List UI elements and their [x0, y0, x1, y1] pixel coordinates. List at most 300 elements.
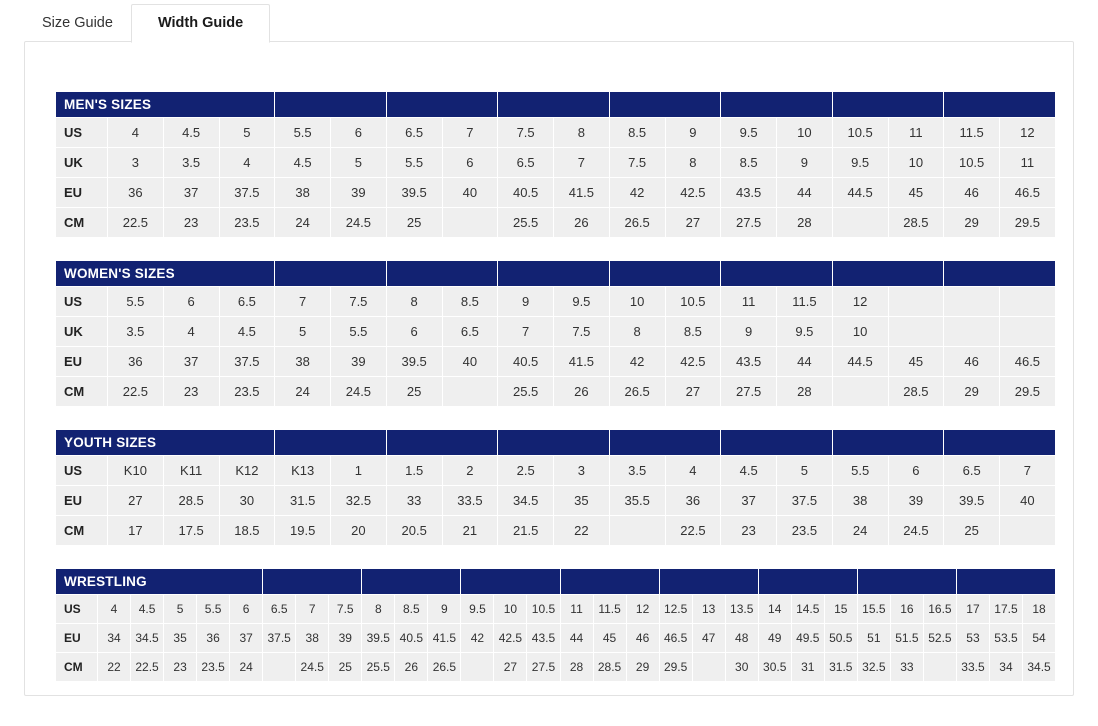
size-cell: 9.5: [554, 287, 610, 317]
size-cell: 23.5: [197, 653, 230, 682]
size-cell: 5: [164, 595, 197, 624]
size-cell: 37.5: [777, 486, 833, 516]
table-title-filler: [362, 569, 461, 595]
size-cell: 4.5: [163, 118, 219, 148]
size-cell: [888, 287, 944, 317]
size-cell: 5: [219, 118, 275, 148]
size-cell: 35: [164, 624, 197, 653]
table-row: [56, 456, 1056, 486]
size-cell: 36: [108, 347, 164, 377]
size-cell: 21.5: [498, 516, 554, 546]
table-title-filler: [721, 430, 833, 456]
size-cell: 23: [163, 377, 219, 407]
size-cell: 25: [329, 653, 362, 682]
size-cell: 32.5: [857, 653, 890, 682]
size-cell: 5.5: [108, 287, 164, 317]
size-cell: [461, 653, 494, 682]
size-cell: [442, 377, 498, 407]
size-cell: 37: [721, 486, 777, 516]
size-cell: 51: [857, 624, 890, 653]
row-label: UK: [56, 317, 108, 347]
size-cell: 9.5: [721, 118, 777, 148]
size-cell: K13: [275, 456, 331, 486]
size-cell: 10.5: [832, 118, 888, 148]
size-cell: 9.5: [777, 317, 833, 347]
tab-bar: [24, 0, 270, 42]
size-cell: [692, 653, 725, 682]
size-cell: 18: [1023, 595, 1056, 624]
size-cell: 26: [554, 208, 610, 238]
table-row: [56, 317, 1056, 347]
size-cell: 44.5: [832, 178, 888, 208]
table-title-filler: [832, 92, 944, 118]
row-label: UK: [56, 148, 108, 178]
size-cell: 39.5: [386, 178, 442, 208]
size-cell: 35.5: [609, 486, 665, 516]
size-cell: 26: [395, 653, 428, 682]
size-cell: 34.5: [498, 486, 554, 516]
size-cell: 5.5: [832, 456, 888, 486]
size-cell: 19.5: [275, 516, 331, 546]
table-title-filler: [386, 430, 498, 456]
size-cell: [1000, 516, 1056, 546]
size-cell: [609, 516, 665, 546]
size-cell: 46.5: [659, 624, 692, 653]
size-cell: 40.5: [498, 178, 554, 208]
size-cell: 8.5: [442, 287, 498, 317]
size-cell: 39: [331, 347, 387, 377]
size-cell: 27: [494, 653, 527, 682]
size-cell: 9: [428, 595, 461, 624]
size-cell: 22.5: [131, 653, 164, 682]
table-title-filler: [832, 261, 944, 287]
size-cell: 42: [609, 178, 665, 208]
table-title-filler: [386, 261, 498, 287]
size-cell: 26.5: [428, 653, 461, 682]
size-cell: 10.5: [527, 595, 560, 624]
size-cell: [832, 208, 888, 238]
size-cell: 6: [386, 317, 442, 347]
size-cell: 11: [721, 287, 777, 317]
size-cell: 25.5: [498, 377, 554, 407]
table-row: [56, 653, 1056, 682]
size-cell: 54: [1023, 624, 1056, 653]
size-cell: 49.5: [791, 624, 824, 653]
tab-size-guide[interactable]: Size Guide: [24, 5, 131, 43]
table-title-filler: [832, 430, 944, 456]
size-cell: 44: [777, 178, 833, 208]
size-cell: 35: [554, 486, 610, 516]
size-cell: 7: [554, 148, 610, 178]
size-cell: 32.5: [331, 486, 387, 516]
size-cell: 27.5: [721, 377, 777, 407]
size-cell: 12.5: [659, 595, 692, 624]
size-cell: 11: [560, 595, 593, 624]
size-cell: 46.5: [1000, 347, 1056, 377]
size-cell: 4: [219, 148, 275, 178]
size-cell: 3.5: [108, 317, 164, 347]
size-cell: 24.5: [888, 516, 944, 546]
table-row: [56, 516, 1056, 546]
size-cell: 15: [824, 595, 857, 624]
size-cell: 4.5: [219, 317, 275, 347]
size-cell: [263, 653, 296, 682]
table-title-filler: [609, 430, 721, 456]
table-title-filler: [498, 430, 610, 456]
size-cell: 41.5: [554, 178, 610, 208]
size-cell: [442, 208, 498, 238]
size-cell: 39: [331, 178, 387, 208]
row-label: EU: [56, 486, 108, 516]
size-cell: 8: [609, 317, 665, 347]
size-cell: 9: [665, 118, 721, 148]
size-table: [55, 429, 1056, 546]
table-title-filler: [275, 261, 387, 287]
table-row: [56, 486, 1056, 516]
size-cell: 7: [1000, 456, 1056, 486]
size-cell: 10: [888, 148, 944, 178]
size-cell: 38: [296, 624, 329, 653]
size-cell: 24: [275, 377, 331, 407]
table-row: [56, 377, 1056, 407]
size-cell: 22.5: [665, 516, 721, 546]
size-table: [55, 91, 1056, 238]
size-cell: 7.5: [609, 148, 665, 178]
size-cell: 9: [498, 287, 554, 317]
table-title-filler: [944, 430, 1056, 456]
size-cell: 6.5: [442, 317, 498, 347]
size-cell: 17.5: [163, 516, 219, 546]
table-title-filler: [560, 569, 659, 595]
size-cell: 27.5: [721, 208, 777, 238]
size-cell: 40: [1000, 486, 1056, 516]
size-cell: 7.5: [554, 317, 610, 347]
size-cell: 21: [442, 516, 498, 546]
size-cell: 6: [442, 148, 498, 178]
size-cell: 36: [665, 486, 721, 516]
table-title: WRESTLING: [56, 569, 263, 595]
table-title-row: [56, 261, 1056, 287]
size-cell: 44.5: [832, 347, 888, 377]
size-cell: 7: [498, 317, 554, 347]
size-cell: 47: [692, 624, 725, 653]
size-cell: 43.5: [721, 347, 777, 377]
size-cell: 15.5: [857, 595, 890, 624]
size-cell: 8.5: [721, 148, 777, 178]
size-cell: 23.5: [777, 516, 833, 546]
table-title-filler: [275, 430, 387, 456]
size-cell: 16.5: [923, 595, 956, 624]
size-cell: 20: [331, 516, 387, 546]
size-cell: 7: [296, 595, 329, 624]
table-title-filler: [944, 92, 1056, 118]
size-cell: 34: [98, 624, 131, 653]
size-cell: 25: [386, 377, 442, 407]
size-cell: 4.5: [721, 456, 777, 486]
size-cell: 37: [163, 347, 219, 377]
size-cell: [888, 317, 944, 347]
size-cell: 10: [832, 317, 888, 347]
size-cell: 28: [560, 653, 593, 682]
size-cell: 25: [944, 516, 1000, 546]
size-cell: 5.5: [331, 317, 387, 347]
size-cell: 40.5: [395, 624, 428, 653]
size-cell: 8.5: [665, 317, 721, 347]
size-cell: 42.5: [665, 178, 721, 208]
size-cell: 46: [626, 624, 659, 653]
table-row: [56, 178, 1056, 208]
size-cell: 11.5: [944, 118, 1000, 148]
size-cell: 9.5: [461, 595, 494, 624]
size-cell: 46: [944, 178, 1000, 208]
size-cell: 29.5: [1000, 377, 1056, 407]
size-cell: 51.5: [890, 624, 923, 653]
size-cell: 31.5: [824, 653, 857, 682]
size-cell: 39.5: [944, 486, 1000, 516]
size-cell: 23: [164, 653, 197, 682]
size-cell: 29: [944, 377, 1000, 407]
table-title-filler: [461, 569, 560, 595]
table-title-row: [56, 430, 1056, 456]
size-cell: 45: [888, 178, 944, 208]
size-cell: 10: [777, 118, 833, 148]
size-cell: 7: [275, 287, 331, 317]
size-cell: 42: [609, 347, 665, 377]
table-title-filler: [944, 261, 1056, 287]
size-cell: 5.5: [275, 118, 331, 148]
size-cell: 25: [386, 208, 442, 238]
size-cell: 11.5: [593, 595, 626, 624]
size-cell: 42.5: [665, 347, 721, 377]
size-table: [55, 568, 1056, 682]
size-cell: [832, 377, 888, 407]
table-row: [56, 347, 1056, 377]
size-cell: 9: [777, 148, 833, 178]
size-cell: 26.5: [609, 377, 665, 407]
size-cell: 43.5: [721, 178, 777, 208]
size-cell: 5: [331, 148, 387, 178]
size-cell: 5.5: [386, 148, 442, 178]
size-cell: 43.5: [527, 624, 560, 653]
size-cell: 39: [888, 486, 944, 516]
size-cell: 33: [386, 486, 442, 516]
table-row: [56, 595, 1056, 624]
size-cell: 6.5: [386, 118, 442, 148]
size-cell: 29.5: [1000, 208, 1056, 238]
size-cell: 14: [758, 595, 791, 624]
size-cell: 24.5: [296, 653, 329, 682]
size-cell: 24: [275, 208, 331, 238]
size-cell: 2.5: [498, 456, 554, 486]
size-guide-panel: [24, 41, 1074, 696]
size-cell: K11: [163, 456, 219, 486]
size-cell: 8: [386, 287, 442, 317]
size-cell: 42.5: [494, 624, 527, 653]
size-cell: 45: [888, 347, 944, 377]
size-cell: 11: [888, 118, 944, 148]
size-cell: 4: [163, 317, 219, 347]
row-label: CM: [56, 516, 108, 546]
table-row: [56, 148, 1056, 178]
table-title: MEN'S SIZES: [56, 92, 275, 118]
size-cell: K12: [219, 456, 275, 486]
size-cell: 24: [832, 516, 888, 546]
size-cell: 46: [944, 347, 1000, 377]
table-row: [56, 624, 1056, 653]
size-cell: 6: [163, 287, 219, 317]
size-cell: 28.5: [888, 208, 944, 238]
size-cell: 28.5: [593, 653, 626, 682]
row-label: CM: [56, 653, 98, 682]
size-cell: 40.5: [498, 347, 554, 377]
table-title-filler: [275, 92, 387, 118]
size-cell: 24.5: [331, 377, 387, 407]
size-cell: 40: [442, 178, 498, 208]
size-cell: 7.5: [329, 595, 362, 624]
size-cell: 41.5: [428, 624, 461, 653]
size-cell: 38: [275, 347, 331, 377]
size-cell: 8: [362, 595, 395, 624]
size-cell: 17.5: [989, 595, 1022, 624]
table-title-filler: [721, 92, 833, 118]
size-cell: 7.5: [498, 118, 554, 148]
size-cell: 34.5: [131, 624, 164, 653]
size-cell: 4: [665, 456, 721, 486]
size-cell: 10: [609, 287, 665, 317]
size-cell: 53: [956, 624, 989, 653]
size-cell: 40: [442, 347, 498, 377]
size-cell: 27: [665, 377, 721, 407]
size-tables-container: [55, 91, 1055, 704]
size-cell: 49: [758, 624, 791, 653]
size-cell: 44: [560, 624, 593, 653]
size-cell: 7.5: [331, 287, 387, 317]
size-cell: 23: [163, 208, 219, 238]
size-cell: 6: [230, 595, 263, 624]
table-title: YOUTH SIZES: [56, 430, 275, 456]
size-cell: 24.5: [331, 208, 387, 238]
size-cell: 37.5: [263, 624, 296, 653]
size-cell: 28.5: [888, 377, 944, 407]
size-cell: 13: [692, 595, 725, 624]
table-title-filler: [857, 569, 956, 595]
row-label: CM: [56, 208, 108, 238]
table-title-filler: [758, 569, 857, 595]
size-cell: 12: [832, 287, 888, 317]
size-cell: 29: [944, 208, 1000, 238]
size-cell: 39.5: [386, 347, 442, 377]
row-label: US: [56, 118, 108, 148]
table-row: [56, 208, 1056, 238]
size-cell: 23.5: [219, 208, 275, 238]
size-cell: 23: [721, 516, 777, 546]
size-cell: 29.5: [659, 653, 692, 682]
size-cell: 44: [777, 347, 833, 377]
size-cell: 9: [721, 317, 777, 347]
row-label: CM: [56, 377, 108, 407]
size-cell: 6: [331, 118, 387, 148]
size-cell: 4.5: [275, 148, 331, 178]
size-cell: 24: [230, 653, 263, 682]
size-cell: 3.5: [609, 456, 665, 486]
size-cell: 18.5: [219, 516, 275, 546]
size-cell: 27: [665, 208, 721, 238]
size-cell: 6.5: [263, 595, 296, 624]
size-cell: 8: [665, 148, 721, 178]
table-row: [56, 118, 1056, 148]
size-cell: [944, 317, 1000, 347]
size-cell: 30: [725, 653, 758, 682]
size-cell: 33.5: [442, 486, 498, 516]
size-cell: 17: [108, 516, 164, 546]
size-cell: 10.5: [665, 287, 721, 317]
size-cell: 23.5: [219, 377, 275, 407]
size-cell: 29: [626, 653, 659, 682]
size-cell: 26: [554, 377, 610, 407]
size-cell: 38: [275, 178, 331, 208]
row-label: US: [56, 287, 108, 317]
size-cell: 34: [989, 653, 1022, 682]
size-cell: 37.5: [219, 178, 275, 208]
table-title-filler: [659, 569, 758, 595]
size-cell: 28.5: [163, 486, 219, 516]
size-cell: [1000, 317, 1056, 347]
size-cell: 41.5: [554, 347, 610, 377]
table-title-filler: [498, 261, 610, 287]
size-cell: 22: [554, 516, 610, 546]
size-cell: 36: [108, 178, 164, 208]
size-cell: 53.5: [989, 624, 1022, 653]
size-cell: 39.5: [362, 624, 395, 653]
size-cell: 1: [331, 456, 387, 486]
size-cell: 28: [777, 208, 833, 238]
size-cell: 48: [725, 624, 758, 653]
table-title-row: [56, 569, 1056, 595]
row-label: EU: [56, 178, 108, 208]
size-cell: 3.5: [163, 148, 219, 178]
size-cell: 6: [888, 456, 944, 486]
size-cell: 45: [593, 624, 626, 653]
size-cell: 46.5: [1000, 178, 1056, 208]
size-cell: 36: [197, 624, 230, 653]
size-cell: 26.5: [609, 208, 665, 238]
size-cell: 30.5: [758, 653, 791, 682]
size-cell: 12: [1000, 118, 1056, 148]
size-cell: 27.5: [527, 653, 560, 682]
size-cell: 5: [777, 456, 833, 486]
table-title: WOMEN'S SIZES: [56, 261, 275, 287]
size-cell: 14.5: [791, 595, 824, 624]
size-cell: 5.5: [197, 595, 230, 624]
size-table: [55, 260, 1056, 407]
size-cell: 4.5: [131, 595, 164, 624]
size-cell: 31.5: [275, 486, 331, 516]
size-cell: 6.5: [944, 456, 1000, 486]
size-cell: 6.5: [498, 148, 554, 178]
size-cell: 42: [461, 624, 494, 653]
tab-width-guide[interactable]: Width Guide: [131, 4, 270, 44]
table-title-filler: [498, 92, 610, 118]
size-cell: 3: [108, 148, 164, 178]
size-cell: 6.5: [219, 287, 275, 317]
row-label: EU: [56, 347, 108, 377]
table-title-filler: [263, 569, 362, 595]
size-cell: 27: [108, 486, 164, 516]
table-title-filler: [386, 92, 498, 118]
size-cell: 9.5: [832, 148, 888, 178]
size-cell: 20.5: [386, 516, 442, 546]
size-cell: 3: [554, 456, 610, 486]
